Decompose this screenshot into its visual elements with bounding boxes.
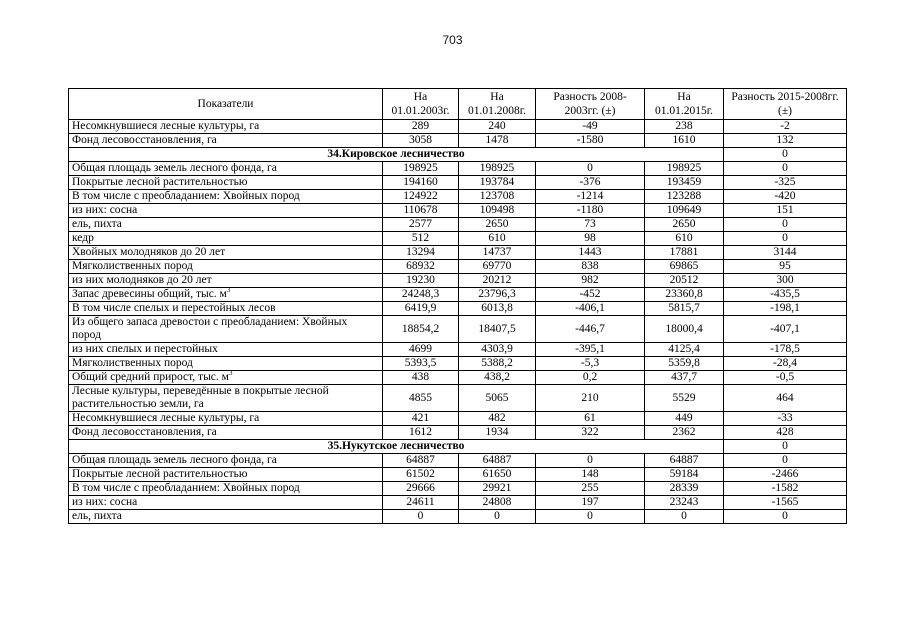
row-label	[69, 385, 383, 412]
cell-value: 0	[724, 162, 847, 176]
table-row	[69, 246, 847, 260]
header-diff-2015-2008: Разность 2015-2008гг. (±)	[724, 89, 847, 120]
cell-value: 464	[724, 385, 847, 412]
cell-value: 210	[536, 385, 645, 412]
table-row	[69, 316, 847, 343]
cell-value: 3144	[724, 246, 847, 260]
cell-value: 148	[536, 468, 645, 482]
cell-value: 24611	[383, 496, 459, 510]
table-row	[69, 120, 847, 134]
row-label-text: ель, пихта	[72, 218, 122, 230]
table-row	[69, 426, 847, 440]
unit-superscript: 3	[228, 370, 233, 378]
header-2008: На 01.01.2008г.	[459, 89, 536, 120]
table-row	[69, 371, 847, 385]
row-label-text: Из общего запаса древостои с преобладанием: Хвойных пород	[72, 316, 348, 341]
cell-value: -1582	[724, 482, 847, 496]
row-label-text: Фонд лесовосстановления, га	[72, 426, 217, 438]
row-label-text: из них: сосна	[72, 204, 138, 216]
cell-value: 428	[724, 426, 847, 440]
row-label	[69, 176, 383, 190]
cell-value: 0	[724, 454, 847, 468]
cell-value: 482	[459, 412, 536, 426]
cell-value: 14737	[459, 246, 536, 260]
row-label-text: В том числе спелых и перестойных лесов	[72, 302, 276, 314]
table-row	[69, 302, 847, 316]
row-label	[69, 134, 383, 148]
header-2003: На 01.01.2003г.	[383, 89, 459, 120]
cell-value: 64887	[459, 454, 536, 468]
table-row	[69, 190, 847, 204]
cell-value: 13294	[383, 246, 459, 260]
table-row	[69, 274, 847, 288]
row-label	[69, 218, 383, 232]
table-row	[69, 176, 847, 190]
table-row	[69, 510, 847, 524]
cell-value: 6013,8	[459, 302, 536, 316]
cell-value: 0	[645, 510, 724, 524]
cell-value: 123708	[459, 190, 536, 204]
cell-value: 4125,4	[645, 343, 724, 357]
cell-value: 124922	[383, 190, 459, 204]
cell-value: -1214	[536, 190, 645, 204]
cell-value: 61	[536, 412, 645, 426]
cell-value: 449	[645, 412, 724, 426]
table-row	[69, 468, 847, 482]
cell-value: -407,1	[724, 316, 847, 343]
header-indicators: Показатели	[69, 89, 383, 120]
row-label-text: Несомкнувшиеся лесные культуры, га	[72, 120, 260, 132]
cell-value: 0,2	[536, 371, 645, 385]
row-label	[69, 468, 383, 482]
cell-value: 3058	[383, 134, 459, 148]
table-row	[69, 343, 847, 357]
cell-value: 109498	[459, 204, 536, 218]
row-label-text: Общий средний прирост, тыс. м	[72, 371, 229, 383]
row-label-text: кедр	[72, 232, 94, 244]
cell-value: 1610	[645, 134, 724, 148]
row-label	[69, 482, 383, 496]
table-row	[69, 232, 847, 246]
cell-value: 238	[645, 120, 724, 134]
cell-value: 2577	[383, 218, 459, 232]
cell-value: 0	[536, 162, 645, 176]
row-label-text: ель, пихта	[72, 510, 122, 522]
cell-value: 151	[724, 204, 847, 218]
cell-value: 610	[645, 232, 724, 246]
cell-value: -198,1	[724, 302, 847, 316]
cell-value: -28,4	[724, 357, 847, 371]
cell-value: 2650	[459, 218, 536, 232]
cell-value: 4855	[383, 385, 459, 412]
cell-value: 5393,5	[383, 357, 459, 371]
cell-value: 300	[724, 274, 847, 288]
row-label-text: Общая площадь земель лесного фонда, га	[72, 454, 277, 466]
cell-value: 64887	[645, 454, 724, 468]
cell-value: 18854,2	[383, 316, 459, 343]
row-label-text: Покрытые лесной растительностью	[72, 468, 248, 480]
cell-value: 109649	[645, 204, 724, 218]
cell-value: 18000,4	[645, 316, 724, 343]
cell-value: 17881	[645, 246, 724, 260]
cell-value: 194160	[383, 176, 459, 190]
cell-value: 1934	[459, 426, 536, 440]
row-label-text: Лесные культуры, переведённые в покрытые лесной растительностью земли, га	[72, 385, 329, 410]
cell-value: 5065	[459, 385, 536, 412]
cell-value: -376	[536, 176, 645, 190]
cell-value: -2466	[724, 468, 847, 482]
cell-value: 0	[724, 510, 847, 524]
row-label	[69, 204, 383, 218]
table-header	[69, 89, 847, 120]
table-row	[69, 162, 847, 176]
cell-value: 5815,7	[645, 302, 724, 316]
cell-value: 73	[536, 218, 645, 232]
section-title: 34.Кировское лесничество	[69, 148, 724, 162]
cell-value: 28339	[645, 482, 724, 496]
section-value: 0	[724, 148, 847, 162]
cell-value: 438,2	[459, 371, 536, 385]
cell-value: -1565	[724, 496, 847, 510]
cell-value: 0	[459, 510, 536, 524]
cell-value: 198925	[645, 162, 724, 176]
cell-value: -452	[536, 288, 645, 302]
cell-value: 610	[459, 232, 536, 246]
unit-superscript: 3	[226, 287, 231, 295]
cell-value: -446,7	[536, 316, 645, 343]
cell-value: -395,1	[536, 343, 645, 357]
row-label-text: Мягколиственных пород	[72, 260, 193, 272]
row-label	[69, 412, 383, 426]
row-label	[69, 162, 383, 176]
table-row	[69, 385, 847, 412]
row-label	[69, 343, 383, 357]
table-body	[69, 120, 847, 524]
table-row	[69, 288, 847, 302]
cell-value: 29921	[459, 482, 536, 496]
cell-value: 198925	[383, 162, 459, 176]
cell-value: 5359,8	[645, 357, 724, 371]
row-label	[69, 232, 383, 246]
row-label-text: Хвойных молодняков до 20 лет	[72, 246, 226, 258]
section-row	[69, 440, 847, 454]
cell-value: 20512	[645, 274, 724, 288]
cell-value: 437,7	[645, 371, 724, 385]
cell-value: 0	[724, 232, 847, 246]
cell-value: 255	[536, 482, 645, 496]
cell-value: 98	[536, 232, 645, 246]
row-label-text: из них: сосна	[72, 496, 138, 508]
cell-value: -420	[724, 190, 847, 204]
table-row	[69, 357, 847, 371]
table-row	[69, 134, 847, 148]
cell-value: 132	[724, 134, 847, 148]
cell-value: 240	[459, 120, 536, 134]
cell-value: -2	[724, 120, 847, 134]
row-label	[69, 302, 383, 316]
row-label-text: Мягколиственных пород	[72, 357, 193, 369]
table-row	[69, 482, 847, 496]
cell-value: 23360,8	[645, 288, 724, 302]
row-label	[69, 426, 383, 440]
forest-statistics-table	[68, 88, 847, 524]
row-label-text: Несомкнувшиеся лесные культуры, га	[72, 412, 260, 424]
cell-value: -178,5	[724, 343, 847, 357]
cell-value: -0,5	[724, 371, 847, 385]
cell-value: 24808	[459, 496, 536, 510]
cell-value: 5529	[645, 385, 724, 412]
cell-value: 4303,9	[459, 343, 536, 357]
cell-value: 0	[536, 510, 645, 524]
cell-value: -325	[724, 176, 847, 190]
row-label	[69, 120, 383, 134]
row-label	[69, 274, 383, 288]
row-label	[69, 357, 383, 371]
cell-value: -406,1	[536, 302, 645, 316]
row-label-text: из них молодняков до 20 лет	[72, 274, 212, 286]
cell-value: 61650	[459, 468, 536, 482]
row-label	[69, 496, 383, 510]
cell-value: 982	[536, 274, 645, 288]
row-label-text: В том числе с преобладанием: Хвойных пород	[72, 482, 300, 494]
page-number: 703	[442, 33, 463, 47]
cell-value: 61502	[383, 468, 459, 482]
row-label	[69, 288, 383, 302]
row-label-text: из них спелых и перестойных	[72, 343, 218, 355]
cell-value: 421	[383, 412, 459, 426]
row-label	[69, 371, 383, 385]
cell-value: 193784	[459, 176, 536, 190]
cell-value: 18407,5	[459, 316, 536, 343]
cell-value: -1180	[536, 204, 645, 218]
cell-value: 20212	[459, 274, 536, 288]
cell-value: 68932	[383, 260, 459, 274]
cell-value: 6419,9	[383, 302, 459, 316]
cell-value: 193459	[645, 176, 724, 190]
cell-value: 19230	[383, 274, 459, 288]
cell-value: 5388,2	[459, 357, 536, 371]
row-label	[69, 190, 383, 204]
cell-value: 512	[383, 232, 459, 246]
cell-value: 289	[383, 120, 459, 134]
cell-value: 838	[536, 260, 645, 274]
header-diff-2008-2003: Разность 2008-2003гг. (±)	[536, 89, 645, 120]
row-label	[69, 246, 383, 260]
cell-value: -435,5	[724, 288, 847, 302]
cell-value: -1580	[536, 134, 645, 148]
cell-value: 0	[536, 454, 645, 468]
table-row	[69, 218, 847, 232]
row-label	[69, 454, 383, 468]
cell-value: 69865	[645, 260, 724, 274]
cell-value: 23796,3	[459, 288, 536, 302]
cell-value: 123288	[645, 190, 724, 204]
section-title: 35.Нукутское лесничество	[69, 440, 724, 454]
cell-value: 2650	[645, 218, 724, 232]
cell-value: 59184	[645, 468, 724, 482]
table-row	[69, 496, 847, 510]
cell-value: 322	[536, 426, 645, 440]
cell-value: 438	[383, 371, 459, 385]
table-row	[69, 454, 847, 468]
cell-value: 29666	[383, 482, 459, 496]
row-label-text: Покрытые лесной растительностью	[72, 176, 248, 188]
cell-value: 0	[724, 218, 847, 232]
cell-value: -33	[724, 412, 847, 426]
cell-value: -49	[536, 120, 645, 134]
row-label	[69, 510, 383, 524]
row-label	[69, 260, 383, 274]
table-row	[69, 412, 847, 426]
cell-value: 0	[383, 510, 459, 524]
row-label	[69, 316, 383, 343]
cell-value: 24248,3	[383, 288, 459, 302]
cell-value: 1478	[459, 134, 536, 148]
section-row	[69, 148, 847, 162]
cell-value: 23243	[645, 496, 724, 510]
header-2015: На 01.01.2015г.	[645, 89, 724, 120]
cell-value: 110678	[383, 204, 459, 218]
cell-value: -5,3	[536, 357, 645, 371]
row-label-text: Запас древесины общий, тыс. м	[72, 288, 227, 300]
cell-value: 4699	[383, 343, 459, 357]
cell-value: 1443	[536, 246, 645, 260]
row-label-text: Фонд лесовосстановления, га	[72, 134, 217, 146]
cell-value: 95	[724, 260, 847, 274]
table-row	[69, 204, 847, 218]
cell-value: 69770	[459, 260, 536, 274]
cell-value: 64887	[383, 454, 459, 468]
cell-value: 198925	[459, 162, 536, 176]
cell-value: 197	[536, 496, 645, 510]
cell-value: 1612	[383, 426, 459, 440]
cell-value: 2362	[645, 426, 724, 440]
row-label-text: В том числе с преобладанием: Хвойных пород	[72, 190, 300, 202]
section-value: 0	[724, 440, 847, 454]
table-row	[69, 260, 847, 274]
row-label-text: Общая площадь земель лесного фонда, га	[72, 162, 277, 174]
